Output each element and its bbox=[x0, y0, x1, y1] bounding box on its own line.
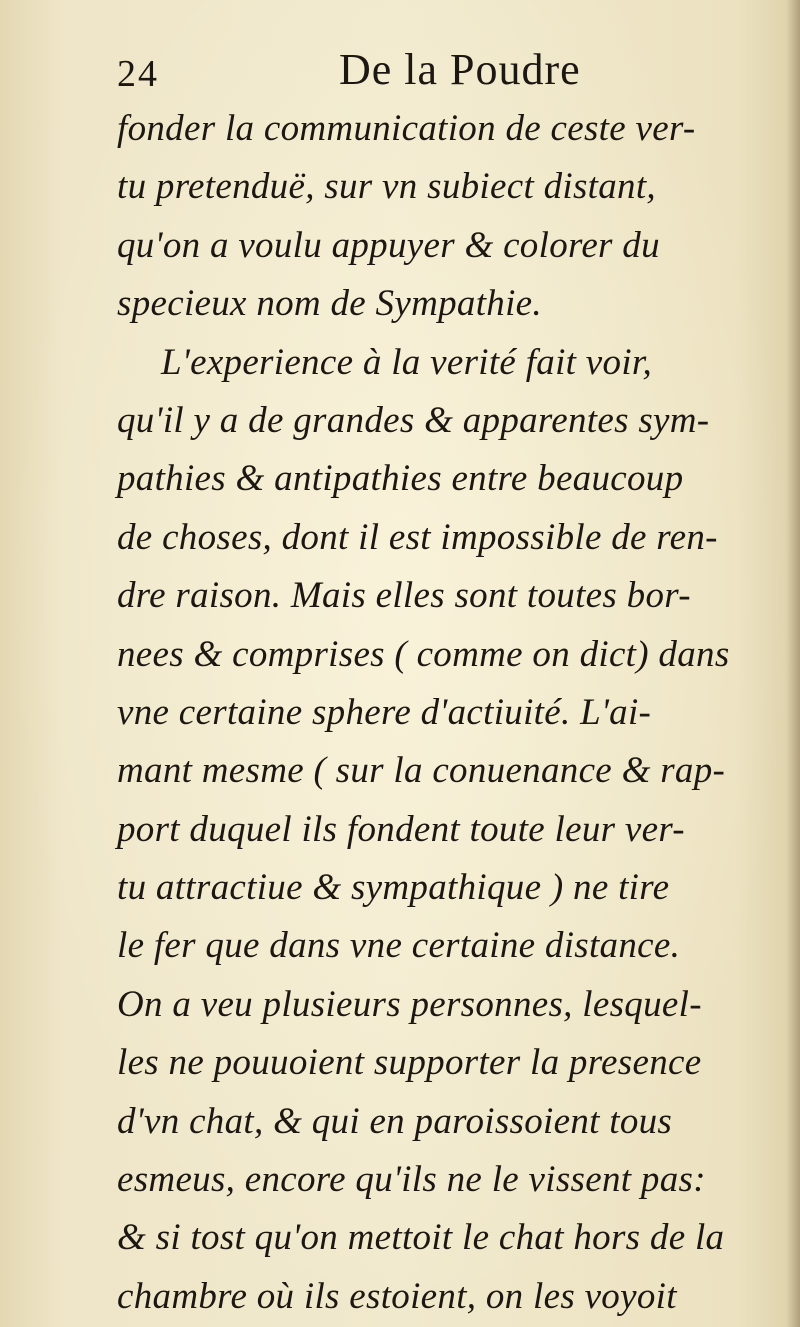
text-line: chambre où ils estoient, on les voyoit bbox=[117, 1275, 677, 1317]
text-line: tu pretenduë, sur vn subiect distant, bbox=[117, 166, 656, 208]
text-line: mant mesme ( sur la conuenance & rap- bbox=[117, 750, 726, 792]
text-line: qu'on a voulu appuyer & colorer du bbox=[117, 224, 660, 266]
text-line: le fer que dans vne certaine distance. bbox=[117, 925, 681, 967]
text-line: vne certaine sphere d'actiuité. L'ai- bbox=[117, 691, 652, 733]
text-line: esmeus, encore qu'ils ne le vissent pas: bbox=[117, 1159, 706, 1201]
text-line: qu'il y a de grandes & apparentes sym- bbox=[117, 399, 710, 441]
page-edge-shadow bbox=[786, 0, 800, 1327]
body-text bbox=[117, 100, 747, 1326]
text-line: fonder la communication de ceste ver- bbox=[117, 108, 696, 149]
running-head: De la Poudre bbox=[339, 45, 581, 94]
text-line: On a veu plusieurs personnes, lesquel- bbox=[117, 983, 702, 1025]
text-line: L'experience à la verité fait voir, bbox=[161, 341, 653, 383]
text-line: d'vn chat, & qui en paroissoient tous bbox=[117, 1100, 673, 1142]
text-line: & si tost qu'on mettoit le chat hors de la bbox=[117, 1217, 725, 1259]
text-line: port duquel ils fondent toute leur ver- bbox=[117, 808, 685, 850]
text-line: specieux nom de Sympathie. bbox=[117, 283, 542, 325]
text-line: tu attractiue & sympathique ) ne tire bbox=[117, 867, 670, 909]
page-header bbox=[117, 40, 727, 104]
text-line: dre raison. Mais elles sont toutes bor- bbox=[117, 575, 691, 617]
text-line: pathies & antipathies entre beaucoup bbox=[117, 458, 684, 500]
text-line: nees & comprises ( comme on dict) dans bbox=[117, 633, 730, 675]
page-number: 24 bbox=[117, 53, 159, 95]
text-line: de choses, dont il est impossible de ren- bbox=[117, 516, 718, 558]
text-line: les ne pouuoient supporter la presence bbox=[117, 1042, 702, 1084]
